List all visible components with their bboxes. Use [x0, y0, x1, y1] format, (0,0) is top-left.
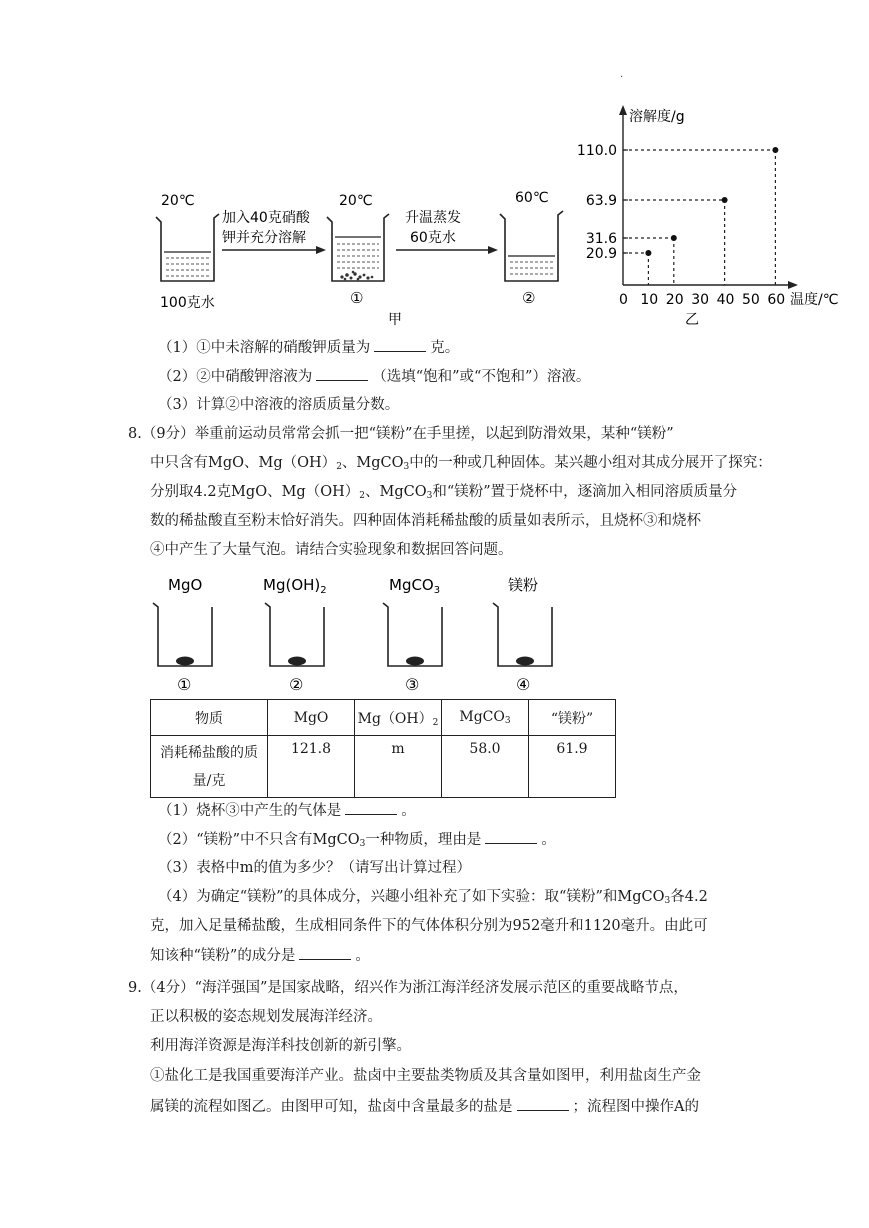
q8-data-table: [150, 699, 616, 798]
table-cell: 121.8: [268, 736, 355, 798]
table-header-cell: $Mg(OH)_2$: [355, 700, 442, 736]
q8-answer-blank-1[interactable]: [345, 800, 397, 815]
y-tick-label: 31.6: [585, 231, 617, 247]
q9-line-2: 正以积极的姿态规划发展海洋经济。: [150, 1009, 382, 1025]
x-tick-label: 40: [716, 292, 735, 308]
x-tick-label: 0: [619, 292, 628, 308]
q8-line-3: 分别取4.2克MgO、$Mg(OH)_2$、MgCO$_3$和“镁粉”置于烧杯中，逐滴加入相同溶质质量分: [150, 484, 738, 501]
beaker-1-label: 100克水: [160, 295, 215, 311]
svg-text:③: ③: [405, 675, 420, 694]
y-tick-label: 63.9: [585, 193, 617, 209]
beaker-3-label: ②: [522, 289, 536, 307]
svg-text:钾并充分溶解: 钾并充分溶解: [222, 230, 306, 246]
q7-sub2: （2）②中硝酸钾溶液为 （选填“饱和”或“不饱和”）溶液。: [158, 366, 590, 387]
y-tick-label: 20.9: [585, 246, 617, 262]
q8-sub4-line-3: 知该种“镁粉”的成分是 。: [150, 945, 370, 966]
q9-line-1: 9.（4分）“海洋强国”是国家战略，绍兴作为浙江海洋经济发展示范区的重要战略节点，: [128, 980, 688, 996]
q8-beaker-4: [493, 576, 552, 694]
x-tick-label: 60: [767, 292, 786, 308]
y-tick-label: 110.0: [576, 143, 617, 159]
table-cell: 消耗稀盐酸的质 量/克: [151, 736, 268, 798]
table-cell: 58.0: [442, 736, 529, 798]
q9-line-5: 属镁的流程如图乙。由图甲可知，盐卤中含量最多的盐是 ；流程图中操作A的: [150, 1096, 699, 1117]
q8-beaker-2: [263, 576, 327, 694]
x-tick-label: 30: [691, 292, 710, 308]
q8-sub4-line-1: （4）为确定“镁粉”的具体成分，兴趣小组补充了如下实验：取“镁粉”和MgCO$_3$各4.2: [158, 889, 708, 906]
q8-sub4-line-2: 克，加入足量稀盐酸，生成相同条件下的气体体积分别为952毫升和1120毫升。由此可: [150, 918, 708, 934]
table-header-cell: MgO: [268, 700, 355, 736]
table-row: [151, 736, 616, 798]
x-tick-label: 20: [665, 292, 684, 308]
x-tick-label: 50: [742, 292, 760, 308]
svg-text:升温蒸发: 升温蒸发: [405, 210, 461, 226]
q8-sub3: （3）表格中m的值为多少？（请写出计算过程）: [158, 860, 471, 876]
svg-text:·: ·: [620, 72, 624, 83]
q9-line-4: ①盐化工是我国重要海洋产业。盐卤中主要盐类物质及其含量如图甲，利用盐卤生产金: [150, 1068, 701, 1084]
figure-jia-caption: 甲: [388, 312, 402, 328]
table-header-cell: 物质: [151, 700, 268, 736]
q8-number: 8.: [128, 426, 142, 442]
y-axis-label: 溶解度/g: [629, 109, 685, 125]
q9-number: 9.: [128, 980, 142, 996]
q8-sub1: （1）烧杯③中产生的气体是 。: [158, 800, 416, 821]
svg-text:②: ②: [289, 675, 304, 694]
q8-line-4: 数的稀盐酸直至粉末恰好消失。四种固体消耗稀盐酸的质量如表所示，且烧杯③和烧杯: [150, 513, 701, 529]
chart-caption: 乙: [685, 312, 699, 328]
q8-answer-blank-4[interactable]: [299, 945, 351, 960]
table-cell: 61.9: [529, 736, 616, 798]
q8-line-2: 中只含有MgO、$Mg(OH)_2$、MgCO$_3$中的一种或几种固体。某兴趣小组对其成分展开了探究：: [150, 455, 772, 472]
q8-beaker-1: [153, 576, 212, 694]
x-axis-label: 温度/℃: [790, 292, 839, 308]
svg-text:镁粉: 镁粉: [508, 576, 539, 594]
beaker-1-temp: 20℃: [161, 193, 195, 209]
beaker-3-temp: 60℃: [515, 190, 549, 206]
table-header-cell: MgCO$_3$: [442, 700, 529, 736]
svg-text:加入40克硝酸: 加入40克硝酸: [222, 210, 310, 226]
svg-text:MgCO3: MgCO$_3$: [389, 576, 441, 596]
q9-answer-blank-1[interactable]: [517, 1096, 569, 1111]
beaker-2-temp: 20℃: [339, 193, 373, 209]
q8-answer-blank-2[interactable]: [485, 829, 537, 844]
q7-sub3: （3）计算②中溶液的溶质质量分数。: [158, 397, 400, 413]
svg-text:Mg(OH)2: $Mg(OH)_2$: [263, 576, 327, 596]
q8-sub2: （2）“镁粉”中不只含有MgCO$_3$一种物质，理由是 。: [158, 829, 556, 854]
q9-line-3: 利用海洋资源是海洋科技创新的新引擎。: [150, 1038, 411, 1054]
q8-beaker-3: [383, 576, 442, 694]
q7-sub1: （1）①中未溶解的硝酸钾质量为 克。: [158, 337, 459, 358]
x-tick-label: 10: [640, 292, 659, 308]
svg-text:①: ①: [177, 675, 192, 694]
svg-text:MgO: MgO: [168, 576, 203, 594]
beaker-2-label: ①: [350, 289, 364, 307]
table-header-row: [151, 700, 616, 736]
svg-text:④: ④: [516, 675, 531, 694]
svg-text:60克水: 60克水: [410, 230, 456, 246]
q8-line-5: ④中产生了大量气泡。请结合实验现象和数据回答问题。: [150, 542, 513, 558]
table-cell: m: [355, 736, 442, 798]
q8-line-1: 8.（9分）举重前运动员常常会抓一把“镁粉”在手里搓，以起到防滑效果，某种“镁粉”: [128, 426, 674, 442]
table-header-cell: “镁粉”: [529, 700, 616, 736]
